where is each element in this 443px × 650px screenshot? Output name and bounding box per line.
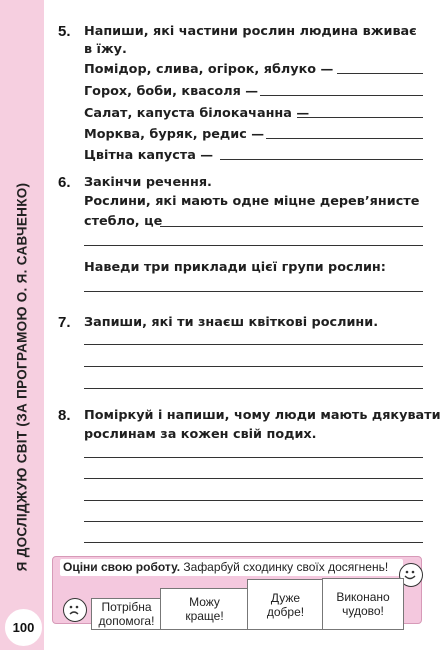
- task-6-sentence-line2: стебло, це: [84, 214, 163, 229]
- step-can-do-better[interactable]: Можу краще!: [160, 588, 249, 630]
- task-6-examples-prompt: Наведи три приклади цієї групи рослин:: [84, 260, 386, 275]
- task-5-item-3: Салат, капуста білокачанна —: [84, 106, 310, 121]
- answer-line[interactable]: [84, 344, 423, 345]
- answer-line[interactable]: [84, 291, 423, 292]
- step-excellent[interactable]: Виконано чудово!: [322, 578, 404, 630]
- page-number: 100: [5, 609, 42, 646]
- task-7-prompt: Запиши, які ти знаєш квіткові рослини.: [84, 315, 379, 330]
- answer-line[interactable]: [84, 245, 423, 246]
- task-6-number: 6.: [58, 174, 71, 191]
- task-6-prompt: Закінчи речення.: [84, 175, 212, 190]
- answer-line[interactable]: [84, 388, 423, 389]
- task-5-item-5: Цвітна капуста —: [84, 148, 214, 163]
- task-8-prompt-line2: рослинам за кожен свій подих.: [84, 427, 317, 442]
- task-5-number: 5.: [58, 23, 71, 40]
- self-assessment-header: [60, 559, 403, 576]
- answer-line[interactable]: [266, 138, 423, 139]
- task-8-prompt-line1: Поміркуй і напиши, чому люди мають дякувати: [84, 408, 441, 423]
- task-5-item-2: Горох, боби, квасоля —: [84, 84, 259, 99]
- answer-line[interactable]: [84, 500, 423, 501]
- step-very-good[interactable]: Дуже добре!: [247, 579, 324, 630]
- task-7-number: 7.: [58, 314, 71, 331]
- answer-line[interactable]: [260, 95, 423, 96]
- task-5-item-4: Морква, буряк, редис —: [84, 127, 265, 142]
- task-5-prompt-line2: в їжу.: [84, 42, 127, 57]
- task-5-item-1: Помідор, слива, огірок, яблуко —: [84, 62, 334, 77]
- answer-line[interactable]: [84, 366, 423, 367]
- task-8-number: 8.: [58, 407, 71, 424]
- answer-line[interactable]: [84, 478, 423, 479]
- task-6-sentence-line1: Рослини, які мають одне міцне дерев’янисте: [84, 194, 420, 209]
- self-assessment-instruction: Зафарбуй сходинку своїх досягнень!: [183, 560, 389, 574]
- answer-line[interactable]: [297, 117, 423, 118]
- answer-line[interactable]: [337, 73, 423, 74]
- answer-line[interactable]: [160, 226, 423, 227]
- self-assessment-title: Оціни свою роботу.: [63, 560, 181, 574]
- answer-line[interactable]: [84, 521, 423, 522]
- answer-line[interactable]: [220, 159, 423, 160]
- sad-smiley-icon: [63, 598, 87, 622]
- answer-line[interactable]: [84, 457, 423, 458]
- step-needs-help[interactable]: Потрібна допомога!: [91, 598, 162, 630]
- task-5-prompt-line1: Напиши, які частини рослин людина вживає: [84, 24, 417, 39]
- book-title: Я ДОСЛІДЖУЮ СВІТ (ЗА ПРОГРАМОЮ О. Я. САВЧЕНКО): [14, 182, 30, 572]
- answer-line[interactable]: [84, 542, 423, 543]
